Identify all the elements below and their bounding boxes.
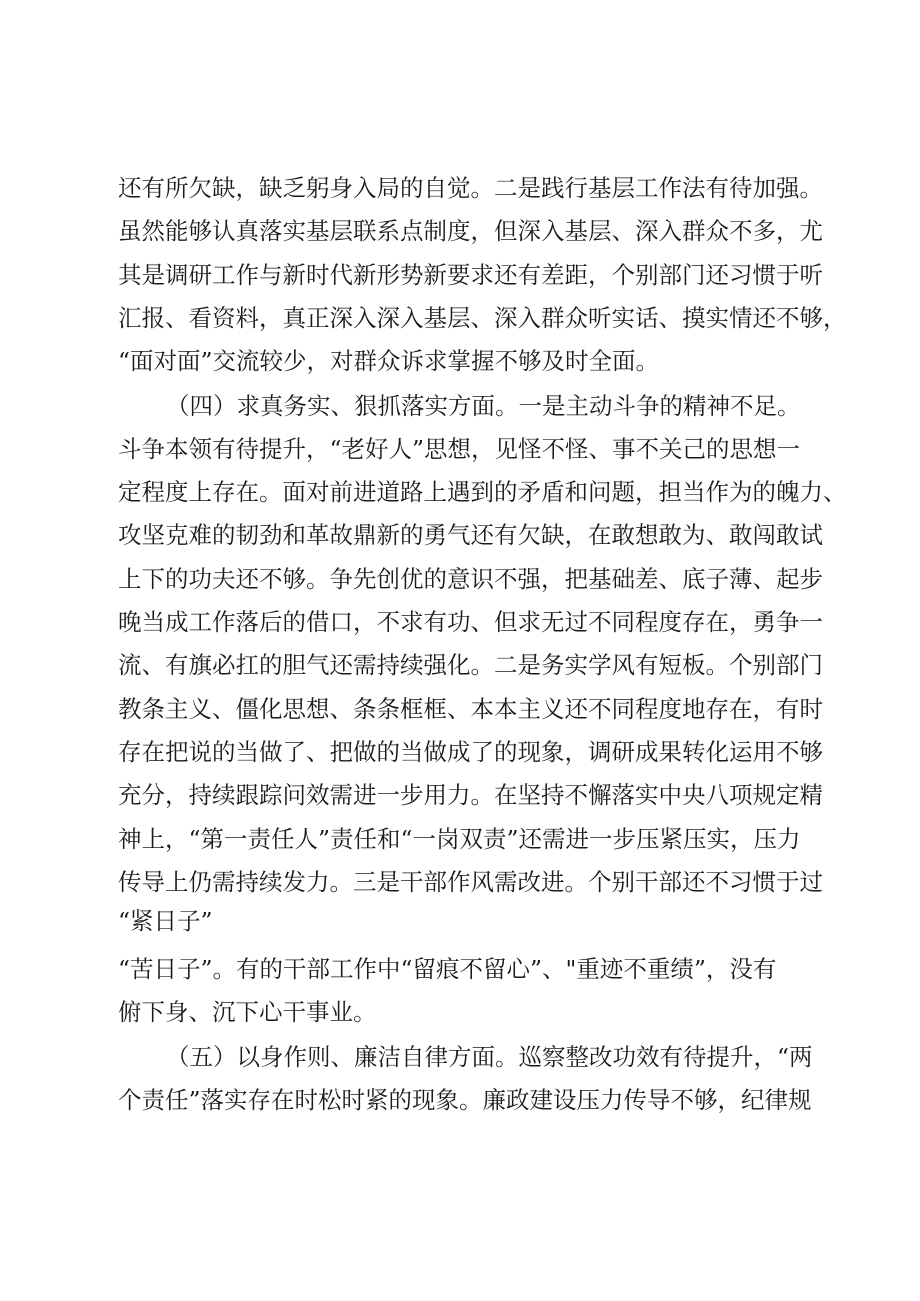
text-line: 流、有旗必扛的胆气还需持续强化。二是务实学风有短板。个别部门 (118, 651, 823, 679)
text-line: “紧日子” (118, 907, 213, 935)
text-line: 斗争本领有待提升，“老好人”思想，见怪不怪、事不关己的思想一 (118, 435, 801, 463)
text-line: “苦日子”。有的干部工作中“留痕不留心”、"重迹不重绩”，没有 (118, 955, 777, 983)
text-line: 定程度上存在。面对前进道路上遇到的矛盾和问题，担当作为的魄力、 (118, 478, 847, 506)
text-line: 晚当成工作落后的借口，不求有功、但求无过不同程度存在，勇争一 (118, 608, 823, 636)
text-line: 俯下身、沉下心干事业。 (118, 998, 377, 1026)
text-line: 上下的功夫还不够。争先创优的意识不强，把基础差、底子薄、起步 (118, 565, 823, 593)
text-line: 神上，“第一责任人”责任和“一岗双责”还需进一步压紧压实，压力 (118, 825, 801, 853)
text-line: 教条主义、僵化思想、条条框框、本本主义还不同程度地存在，有时 (118, 695, 823, 723)
text-line: 汇报、看资料，真正深入深入基层、深入群众听实话、摸实情还不够， (118, 304, 847, 332)
text-line: 虽然能够认真落实基层联系点制度，但深入基层、深入群众不多，尤 (118, 217, 823, 245)
section-heading-5: （五）以身作则、廉洁自律方面。巡察整改功效有待提升，“两 (166, 1043, 813, 1071)
text-line: “面对面”交流较少，对群众诉求掌握不够及时全面。 (118, 347, 660, 375)
text-line: 充分，持续跟踪问效需进一步用力。在坚持不懈落实中央八项规定精 (118, 781, 823, 809)
text-line: 还有所欠缺，缺乏躬身入局的自觉。二是践行基层工作法有待加强。 (118, 174, 823, 202)
text-line: 攻坚克难的韧劲和革故鼎新的勇气还有欠缺，在敢想敢为、敢闯敢试 (118, 521, 823, 549)
text-line: 存在把说的当做了、把做的当做成了的现象，调研成果转化运用不够 (118, 738, 823, 766)
text-line: 个责任”落实存在时松时紧的现象。廉政建设压力传导不够，纪律规 (118, 1086, 812, 1114)
text-line: 传导上仍需持续发力。三是干部作风需改进。个别干部还不习惯于过 (118, 868, 823, 896)
section-heading-4: （四）求真务实、狠抓落实方面。一是主动斗争的精神不足。 (166, 392, 801, 420)
text-line: 其是调研工作与新时代新形势新要求还有差距，个别部门还习惯于听 (118, 261, 823, 289)
